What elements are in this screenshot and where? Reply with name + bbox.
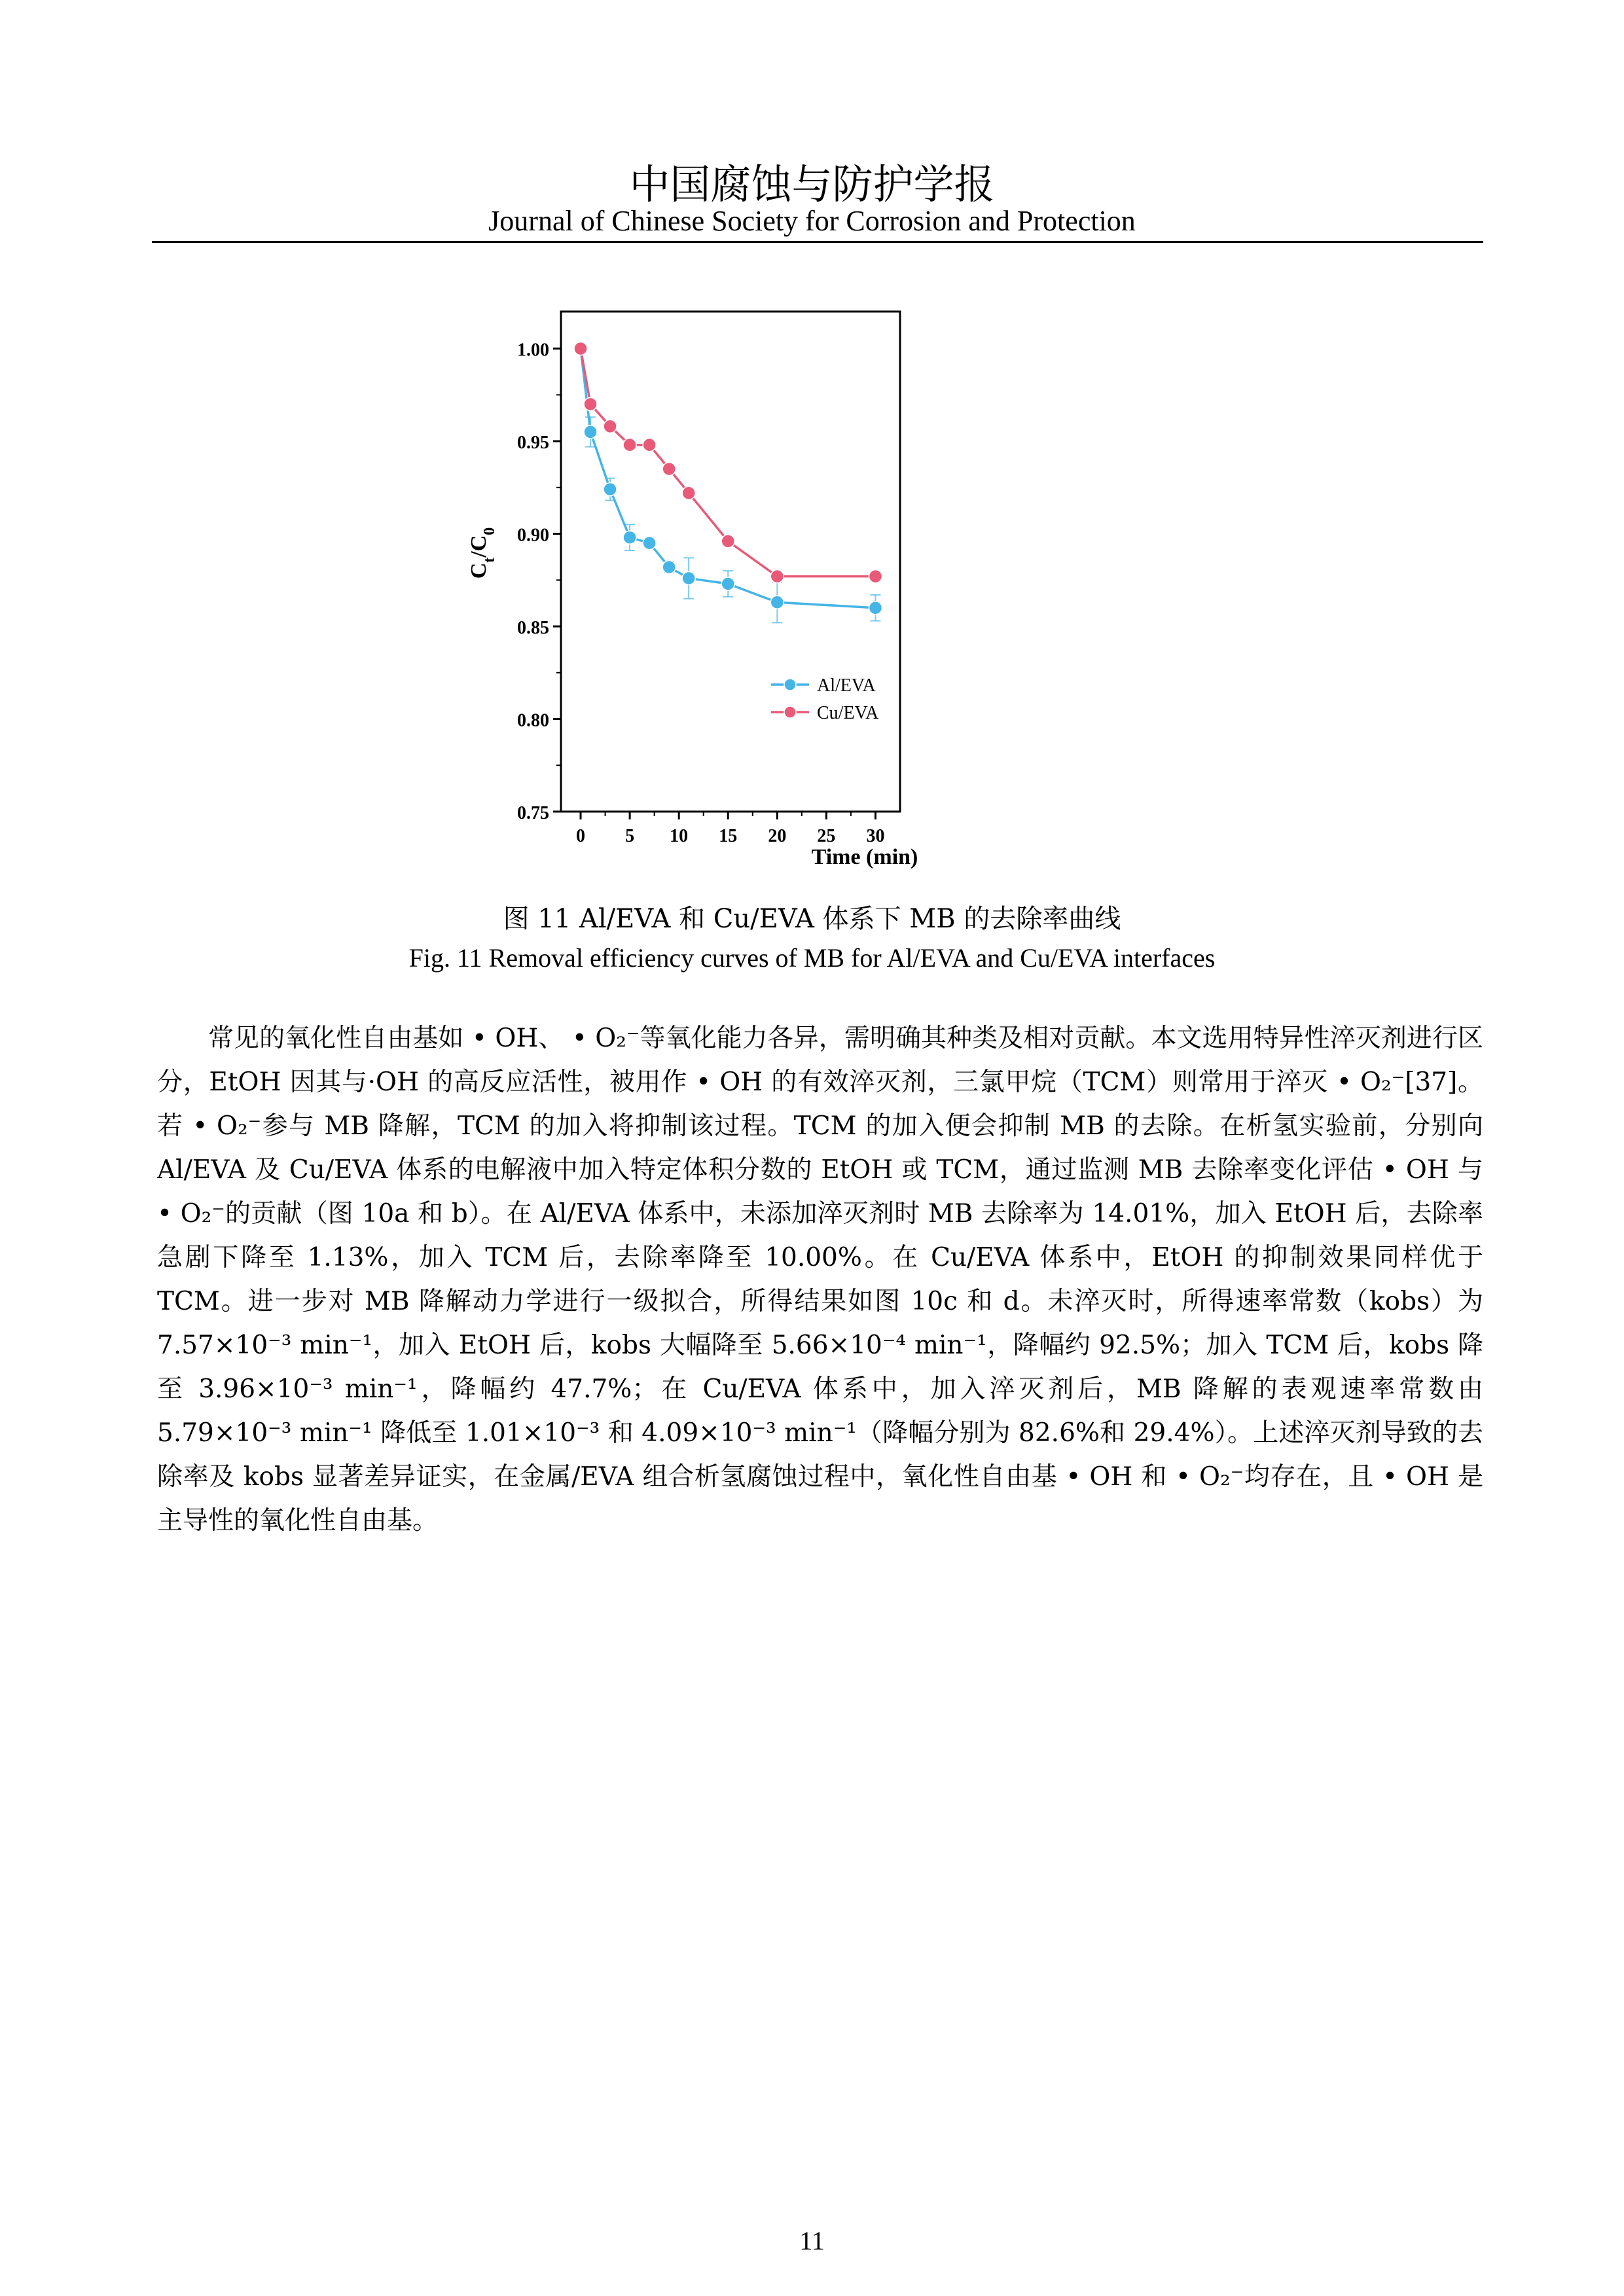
series-cu-eva xyxy=(574,342,882,583)
y-axis-label xyxy=(467,528,498,579)
data-point xyxy=(682,486,695,499)
y-tick-label: 0.80 xyxy=(517,710,549,731)
body-text xyxy=(157,1016,1483,1543)
data-point xyxy=(869,601,882,615)
data-point xyxy=(604,483,617,496)
legend-label: Cu/EVA xyxy=(817,703,879,723)
data-point xyxy=(623,439,636,452)
data-point xyxy=(770,570,784,583)
data-point xyxy=(643,537,656,550)
journal-title-cn: 中国腐蚀与防护学报 xyxy=(629,160,995,208)
legend xyxy=(771,675,879,723)
data-point xyxy=(721,535,734,548)
x-tick-label: 10 xyxy=(670,826,689,846)
data-point xyxy=(662,560,676,573)
journal-title-en: Journal of Chinese Society for Corrosion and Protection xyxy=(488,205,1136,237)
x-tick-label: 20 xyxy=(768,826,787,846)
x-tick-label: 5 xyxy=(625,826,635,846)
figure-caption-en: Fig. 11 Removal efficiency curves of MB for Al/EVA and Cu/EVA interfaces xyxy=(408,943,1216,973)
data-point xyxy=(574,342,587,355)
x-tick-label: 15 xyxy=(719,826,738,846)
axis-ticks xyxy=(517,340,884,846)
x-axis-label: Time (min) xyxy=(811,845,918,869)
y-tick-label: 0.75 xyxy=(517,803,549,823)
plot-frame xyxy=(561,312,900,812)
removal-efficiency-chart xyxy=(393,288,1244,877)
x-tick-label: 25 xyxy=(817,826,836,846)
data-point xyxy=(604,420,617,433)
data-point xyxy=(770,596,784,609)
data-point xyxy=(682,571,695,584)
y-tick-label: 0.90 xyxy=(517,525,549,546)
y-tick-label: 0.85 xyxy=(517,618,549,639)
header-divider xyxy=(152,241,1483,243)
y-tick-label: 1.00 xyxy=(517,340,549,361)
data-point xyxy=(869,570,882,583)
y-tick-label: 0.95 xyxy=(517,433,549,454)
page-number: 11 xyxy=(799,2226,825,2255)
x-tick-label: 30 xyxy=(866,826,885,846)
data-point xyxy=(662,463,676,476)
legend-marker xyxy=(784,679,796,691)
legend-marker xyxy=(784,706,796,718)
figure-caption-cn: 图 11 Al/EVA 和 Cu/EVA 体系下 MB 的去除率曲线 xyxy=(503,904,1121,934)
svg-text:Ct/C0: $C_t/C_0$ xyxy=(467,527,498,579)
data-point xyxy=(643,439,656,452)
data-point xyxy=(623,531,636,544)
series-layer xyxy=(574,342,882,623)
data-point xyxy=(584,425,597,439)
paragraph: 常见的氧化性自由基如 • OH、 • O₂⁻等氧化能力各异，需明确其种类及相对贡献。本文选用特异性淬灭剂进行区分，EtOH 因其与·OH 的高反应活性，被用作 • OH 的有效淬灭剂，三氯甲烷（TCM）则常用于淬灭 • O₂⁻[37]。若 • O₂⁻参与 MB 降解，TCM 的加入将抑制该过程。TCM 的加入便会抑制 MB 的去除。在析氢实验前，分别向 Al/EVA 及 Cu/EVA 体系的电解液中加入特定体积分数的 EtOH 或 TCM，通过监测 MB 去除率变化评估 • OH 与 • O₂⁻的贡献（图 10a 和 b）。在 Al/EVA 体系中，未添加淬灭剂时 MB 去除率为 14.01%，加入 EtOH 后，去除率急剧下降至 1.13%，加入 TCM 后，去除率降至 10.00%。在 Cu/EVA 体系中，EtOH 的抑制效果同样优于 TCM。进一步对 MB 降解动力学进行一级拟合，所得结果如图 10c 和 d。未淬灭时，所得速率常数（kobs）为 7.57×10⁻³ min⁻¹，加入 EtOH 后，kobs 大幅降至 5.66×10⁻⁴ min⁻¹，降幅约 92.5%；加入 TCM 后，kobs 降至 3.96×10⁻³ min⁻¹，降幅约 47.7%；在 Cu/EVA 体系中，加入淬灭剂后，MB 降解的表观速率常数由 5.79×10⁻³ min⁻¹ 降低至 1.01×10⁻³ 和 4.09×10⁻³ min⁻¹（降幅分别为 82.6%和 29.4%）。上述淬灭剂导致的去除率及 kobs 显著差异证实，在金属/EVA 组合析氢腐蚀过程中，氧化性自由基 • OH 和 • O₂⁻均存在，且 • OH 是主导性的氧化性自由基。 xyxy=(157,1024,1483,1535)
x-tick-label: 0 xyxy=(576,826,586,846)
series-al-eva xyxy=(574,342,882,623)
series-line xyxy=(581,349,875,608)
data-point xyxy=(721,577,734,590)
legend-label: Al/EVA xyxy=(817,675,876,696)
data-point xyxy=(584,397,597,410)
